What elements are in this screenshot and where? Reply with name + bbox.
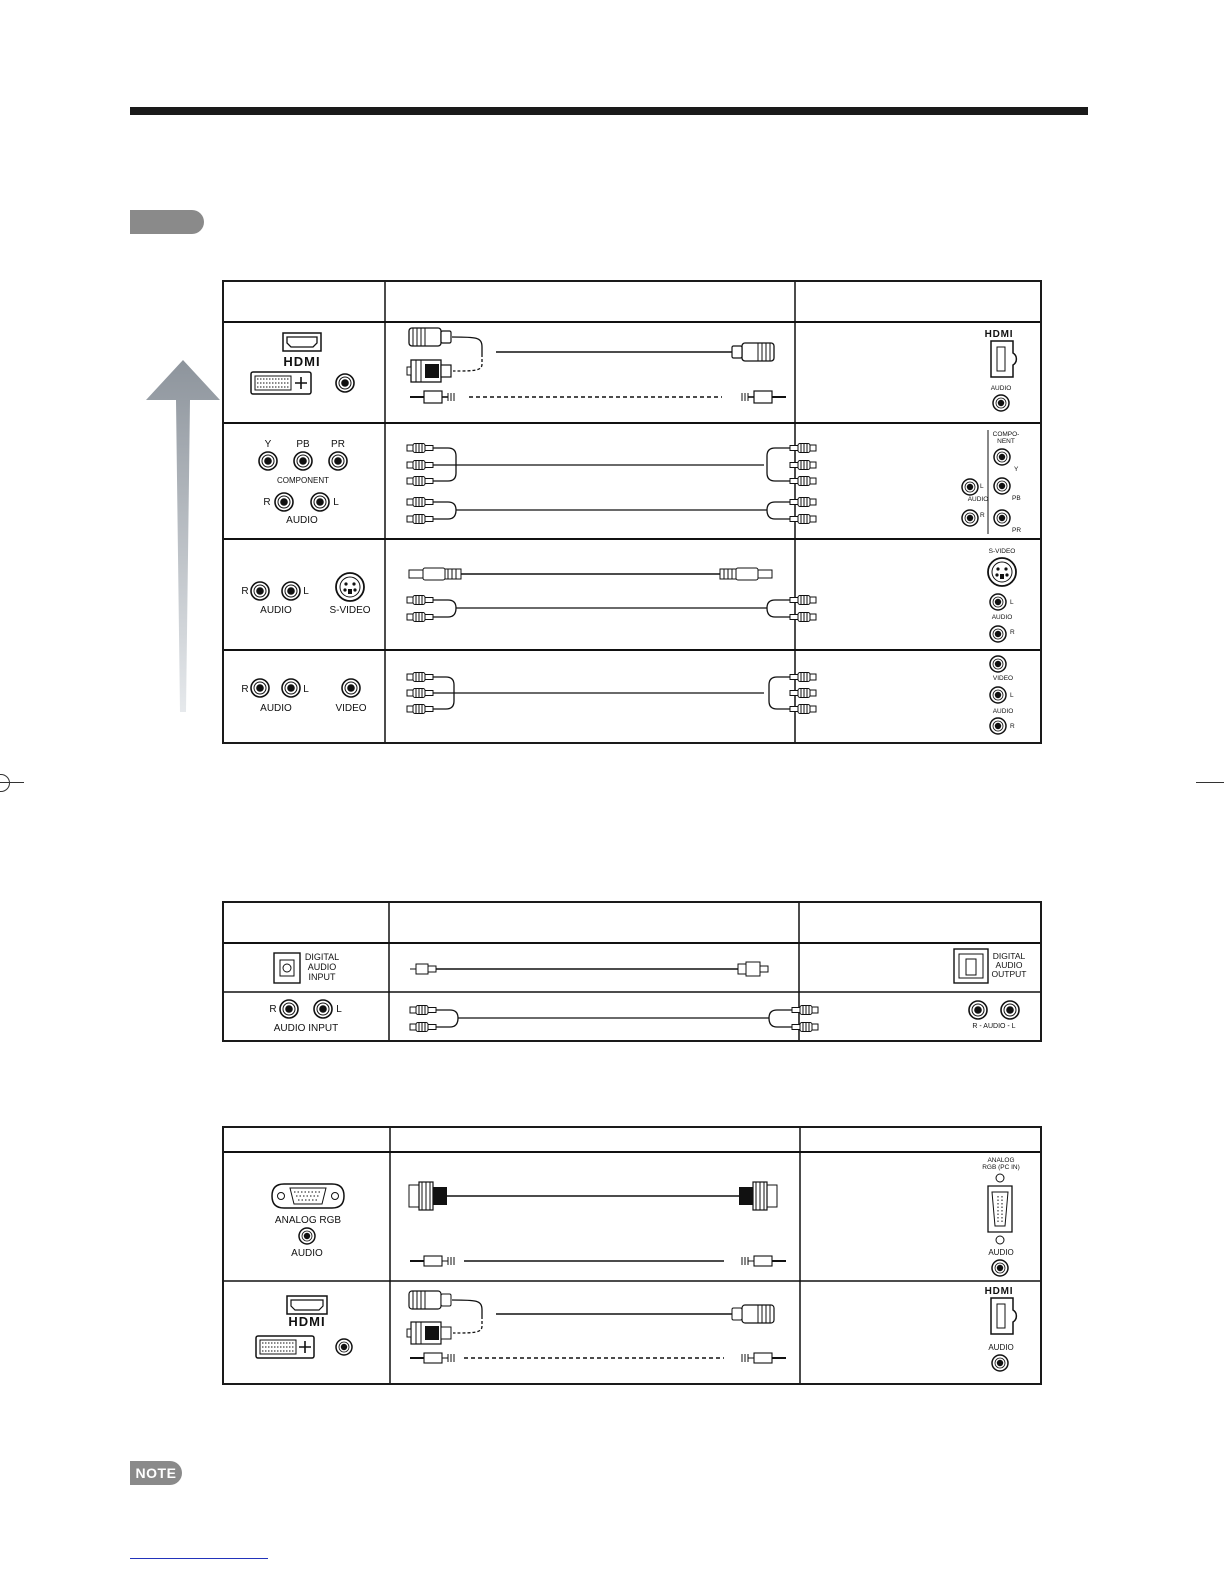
component-y-jack-icon (259, 452, 277, 470)
note-badge: NOTE (130, 1461, 182, 1485)
tv-audio-jack-icon (993, 395, 1009, 411)
tv-audio-r-label: R (980, 512, 985, 519)
tv-audio-label: AUDIO (988, 1248, 1014, 1257)
label-analog-rgb: ANALOG RGB (274, 1215, 342, 1226)
tv-audio-r-jack-icon (990, 718, 1006, 734)
label-l: L (303, 684, 309, 695)
crop-mark-circle (0, 774, 10, 792)
vga-port-icon (272, 1184, 344, 1208)
tv-vga-port-icon (988, 1174, 1012, 1244)
audio-minijack-cable-icon (410, 1256, 786, 1266)
label-r: R (241, 586, 249, 597)
tv-audio-r-label: R (1010, 629, 1015, 636)
tv-audio-l-jack-icon (990, 594, 1006, 610)
tv-audio-l-label: L (1010, 692, 1014, 699)
tv-audio-label: AUDIO (991, 614, 1013, 621)
hdmi-dvi-cable-icon (407, 1291, 774, 1344)
tv-analog-rgb-label-2: RGB (PC IN) (982, 1164, 1020, 1171)
header-rule (130, 107, 1088, 115)
audio-rca-cable-icon (407, 596, 816, 622)
label-video: VIDEO (335, 703, 367, 714)
audio-l-jack-icon (282, 582, 300, 600)
audio-rca-cable-icon (407, 498, 816, 524)
crop-mark-right (1196, 782, 1224, 783)
label-audio: AUDIO (286, 515, 318, 526)
digital-output-label-2: AUDIO (995, 960, 1023, 970)
connection-table-pc (222, 1126, 1042, 1385)
audio-minijack-cable-icon (410, 391, 786, 403)
tv-component-label-2: NENT (997, 438, 1015, 445)
tv-audio-r-jack-icon (962, 510, 978, 526)
tv-svideo-jack-icon (988, 558, 1016, 586)
tv-audio-l-label: L (980, 483, 984, 490)
tv-audio-l-jack-icon (990, 687, 1006, 703)
tv-audio-r-label: R (1010, 723, 1015, 730)
label-r: R (269, 1004, 277, 1015)
label-l: L (336, 1004, 342, 1015)
audio-rca-cable-icon (410, 1006, 818, 1032)
label-component: COMPONENT (277, 476, 329, 485)
connection-table-audio (222, 901, 1042, 1042)
digital-input-label-1: DIGITAL (304, 952, 340, 962)
label-pr: PR (331, 439, 345, 450)
video-jack-icon (342, 679, 360, 697)
tv-audio-label: AUDIO (988, 1343, 1014, 1352)
tv-audio-jack-icon (992, 1355, 1008, 1371)
label-svideo: S-VIDEO (329, 605, 371, 616)
digital-output-label-1: DIGITAL (992, 951, 1026, 961)
component-cable-icon (407, 444, 816, 486)
tv-audio-l-label: L (1010, 599, 1014, 606)
audio-r-jack-icon (251, 679, 269, 697)
component-pr-jack-icon (329, 452, 347, 470)
connection-table-video (222, 280, 1042, 744)
tv-pb-label: PB (1012, 495, 1021, 502)
audio-jack-icon (299, 1228, 315, 1244)
optical-cable-icon (410, 962, 768, 976)
tv-component-pr-jack-icon (994, 510, 1010, 526)
tv-pr-label: PR (1012, 527, 1022, 534)
optical-input-icon (274, 953, 300, 983)
audio-r-jack-icon (275, 493, 293, 511)
tv-component-label: COMPO- (992, 431, 1020, 438)
label-r: R (263, 497, 271, 508)
tv-audio-label: AUDIO (992, 708, 1014, 715)
digital-output-label-3: OUTPUT (991, 969, 1027, 979)
tv-audio-l-jack-icon (1001, 1001, 1019, 1019)
section-tab (130, 210, 204, 234)
tv-hdmi-logo: HDMI (984, 329, 1014, 340)
tv-audio-label-2: AUDIO (967, 496, 989, 503)
digital-input-label-3: INPUT (308, 972, 336, 982)
tv-audio-label: AUDIO (990, 385, 1012, 392)
vga-cable-icon (409, 1182, 777, 1210)
hdmi-dvi-cable-icon (407, 328, 774, 382)
tv-audio-r-jack-icon (969, 1001, 987, 1019)
audio-minijack-cable-icon (410, 1353, 786, 1363)
audio-l-jack-icon (282, 679, 300, 697)
audio-r-jack-icon (251, 582, 269, 600)
device-audio-jack-icon (336, 374, 354, 392)
digital-input-label-2: AUDIO (307, 962, 337, 972)
tv-component-y-jack-icon (994, 449, 1010, 465)
label-audio: AUDIO (260, 605, 292, 616)
tv-audio-l-jack-icon (962, 479, 978, 495)
tv-video-jack-icon (990, 656, 1006, 672)
tv-hdmi-port-icon (991, 1298, 1016, 1334)
label-pb: PB (296, 439, 310, 450)
tv-audio-r-jack-icon (990, 626, 1006, 642)
quality-arrow-icon (146, 360, 220, 712)
tv-y-label: Y (1014, 466, 1019, 473)
svideo-cable-icon (409, 568, 772, 580)
label-y: Y (264, 439, 272, 450)
device-audio-jack-icon (336, 1339, 352, 1355)
label-audio-input: AUDIO INPUT (273, 1023, 339, 1034)
device-hdmi-port-icon (287, 1296, 327, 1314)
label-audio: AUDIO (260, 703, 292, 714)
tv-svideo-label: S-VIDEO (988, 548, 1016, 555)
tv-hdmi-port-icon (991, 341, 1016, 377)
device-dvi-port-icon (251, 372, 311, 394)
label-l: L (333, 497, 339, 508)
audio-l-jack-icon (311, 493, 329, 511)
tv-audio-rl-label: R - AUDIO - L (972, 1023, 1016, 1030)
label-audio: AUDIO (291, 1248, 323, 1259)
svideo-jack-icon (336, 573, 364, 601)
composite-cable-icon (407, 673, 816, 714)
label-l: L (303, 586, 309, 597)
audio-r-jack-icon (280, 1000, 298, 1018)
device-hdmi-port-icon (283, 333, 321, 351)
tv-optical-output-icon (954, 949, 988, 983)
tv-component-pb-jack-icon (994, 478, 1010, 494)
tv-hdmi-logo: HDMI (984, 1286, 1014, 1297)
audio-l-jack-icon (314, 1000, 332, 1018)
hdmi-logo: HDMI (288, 1314, 326, 1329)
component-pb-jack-icon (294, 452, 312, 470)
tv-audio-jack-icon (992, 1260, 1008, 1276)
device-dvi-port-icon (256, 1336, 314, 1358)
footer-link-line (130, 1558, 268, 1559)
label-r: R (241, 684, 249, 695)
hdmi-logo: HDMI (283, 354, 321, 369)
tv-video-label: VIDEO (992, 675, 1014, 682)
tv-analog-rgb-label-1: ANALOG (987, 1157, 1015, 1164)
